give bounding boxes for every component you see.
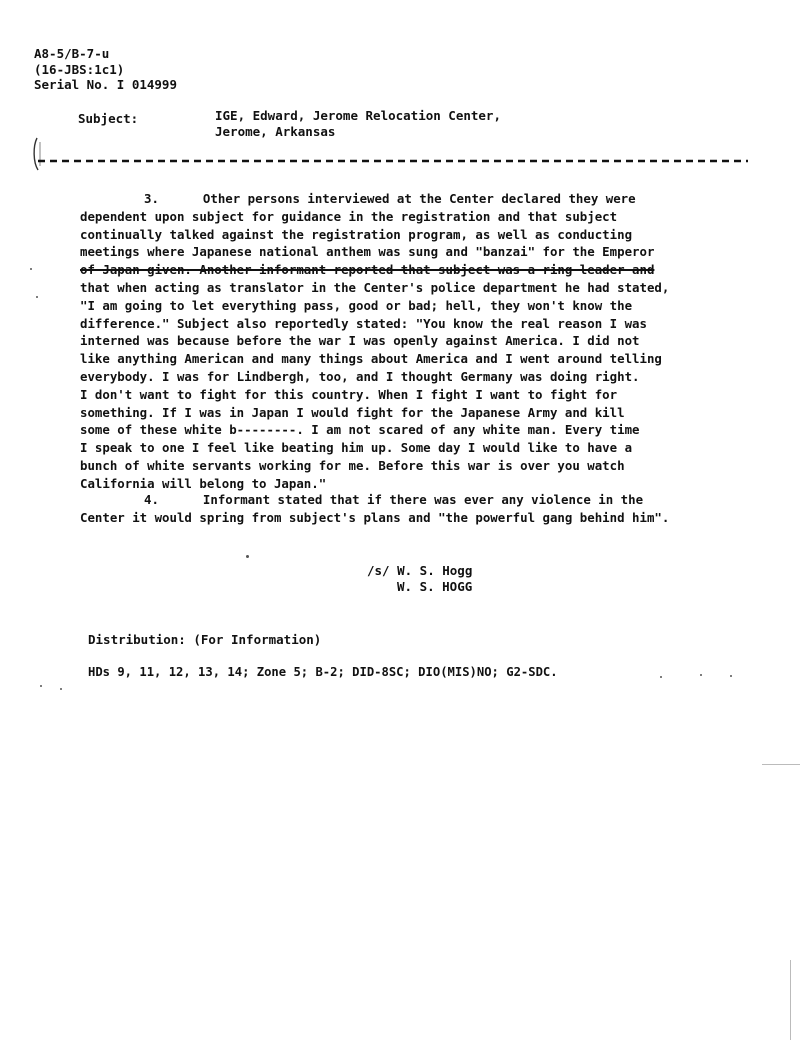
scan-edge-mark: [762, 764, 800, 765]
paragraph-line: I speak to one I feel like beating him up. Some day I would like to have a: [80, 440, 633, 456]
paragraph-line: I don't want to fight for this country. When I fight I want to fight for: [80, 386, 618, 402]
signatory-name: W. S. HOGG: [397, 579, 473, 594]
distribution-label: Distribution: (For Information): [88, 632, 322, 647]
paragraph-line: Center it would spring from subject's plans and "the powerful gang behind him".: [80, 509, 670, 525]
paragraph-line: some of these white b--------. I am not scared of any white man. Every time: [80, 422, 640, 438]
paragraph-line: dependent upon subject for guidance in the registration and that subject: [80, 208, 618, 224]
paragraph-line: like anything American and many things about America and I went around telling: [80, 351, 662, 367]
paragraph-line: California will belong to Japan.": [80, 475, 327, 491]
paragraph-line: that when acting as translator in the Center's police department he had stated,: [80, 279, 670, 295]
scan-edge-mark: [790, 960, 791, 1040]
subject-label: Subject:: [78, 111, 139, 126]
scan-speck: [660, 676, 662, 678]
paragraph-line: continually talked against the registration program, as well as conducting: [80, 226, 633, 242]
subject-value: [215, 108, 501, 140]
file-reference-line: (16-JBS:1c1): [34, 61, 125, 77]
signature-block: [367, 563, 472, 595]
scan-speck: [246, 555, 249, 558]
subject-line: IGE, Edward, Jerome Relocation Center,: [215, 108, 501, 123]
paragraph-first-line: 3. Other persons interviewed at the Center declared they were: [144, 191, 636, 206]
paragraph-line-struck: of Japan given. Another informant reported that subject was a ring leader and: [80, 262, 655, 278]
paragraph-first-line: 4. Informant stated that if there was ever any violence in the: [144, 492, 644, 507]
paragraph-line: "I am going to let everything pass, good or bad; hell, they won't know the: [80, 297, 633, 313]
paragraph-line: bunch of white servants working for me. Before this war is over you watch: [80, 457, 625, 473]
paragraph-3: [80, 190, 760, 493]
signature-line: /s/ W. S. Hogg: [367, 563, 473, 578]
distribution-list: HDs 9, 11, 12, 13, 14; Zone 5; B-2; DID-8SC; DIO(MIS)NO; G2-SDC.: [88, 665, 558, 679]
file-reference-block: [34, 46, 177, 93]
serial-number: Serial No. I 014999: [34, 77, 177, 92]
paragraph-line: difference." Subject also reportedly stated: "You know the real reason I was: [80, 315, 647, 331]
paragraph-line: meetings where Japanese national anthem was sung and "banzai" for the Emperor: [80, 244, 655, 260]
scan-speck: [700, 674, 702, 676]
file-reference-line: A8-5/B-7-u: [34, 46, 110, 61]
paragraph-line: interned was because before the war I was openly against America. I did not: [80, 333, 640, 349]
scan-speck: [730, 675, 732, 677]
dashed-separator: [38, 155, 748, 167]
paragraph-line: something. If I was in Japan I would fight for the Japanese Army and kill: [80, 404, 625, 420]
scan-speck: [40, 685, 42, 687]
scan-speck: [60, 688, 62, 690]
paragraph-4: [80, 491, 770, 527]
subject-line: Jerome, Arkansas: [215, 124, 336, 139]
paragraph-line: everybody. I was for Lindbergh, too, and I thought Germany was doing right.: [80, 368, 640, 384]
paragraph-number: 4.: [144, 492, 159, 507]
paragraph-number: 3.: [144, 191, 159, 206]
scan-speck: [30, 268, 32, 270]
scan-speck: [36, 296, 38, 298]
